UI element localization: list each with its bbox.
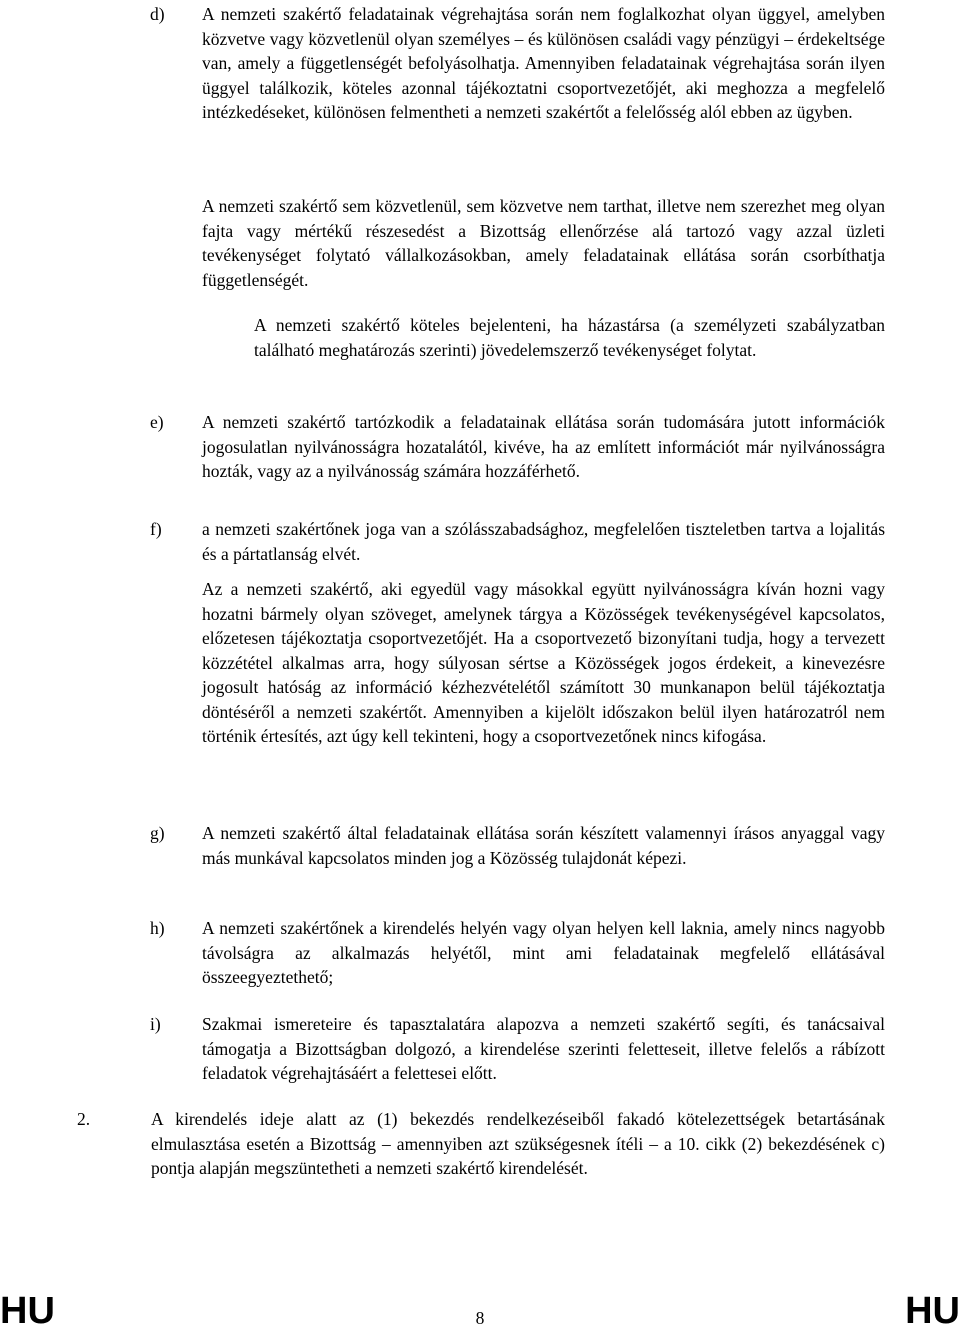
item-marker: i) <box>150 1014 161 1034</box>
item-marker: 2. <box>77 1109 91 1129</box>
item-marker: d) <box>150 4 165 24</box>
paragraph: a nemzeti szakértőnek joga van a szólásszabadsághoz, megfelelően tiszteletben tartva a lojalitás és a pártatlanság elvét. <box>202 519 885 564</box>
paragraph: A kirendelés ideje alatt az (1) bekezdés rendelkezéseiből fakadó kötelezettségek betartásának elmulasztása esetén a Bizottság – amennyiben azt szükségesnek ítéli – a 10. cikk (2) bekezdésének c) pontja alapján megszüntetheti a nemzeti szakértő kirendelését. <box>151 1109 885 1178</box>
item-marker: h) <box>150 918 165 938</box>
item-marker: g) <box>150 823 165 843</box>
page-number: 8 <box>475 1308 485 1328</box>
paragraph: A nemzeti szakértő tartózkodik a feladatainak ellátása során tudomására jutott információk jogosulatlan nyilvánosságra hozatalától, kivéve, ha az említett információt már nyilvánosságra hozták, vagy az a nyilvánosság számára hozzáférhető. <box>202 412 885 481</box>
footer-language-code-right: HU <box>905 1290 960 1332</box>
paragraph: A nemzeti szakértőnek a kirendelés helyén vagy olyan helyen kell laknia, amely nincs nagyobb távolságra az alkalmazás helyétől, mint ami feladatainak megfelelő ellátásával összeegyeztethető; <box>202 918 885 987</box>
item-marker: f) <box>150 519 162 539</box>
paragraph: A nemzeti szakértő feladatainak végrehajtása során nem foglalkozhat olyan üggyel, amelyben közvetve vagy közvetlenül olyan személyes – és különösen családi vagy pénzügyi – érdekeltsége van, amely a függetlenségét befolyásolhatja. Amennyiben feladatainak végrehajtása során ilyen üggyel találkozik, köteles azonnal tájékoztatni csoportvezetőjét, aki meghozza a megfelelő intézkedéseket, különösen felmentheti a nemzeti szakértőt a felelősség alól ebben az ügyben. <box>202 4 885 122</box>
paragraph: A nemzeti szakértő sem közvetlenül, sem közvetve nem tarthat, illetve nem szerezhet meg olyan fajta vagy mértékű részesedést a Bizottság ellenőrzése alá tartozó vagy azzal üzleti tevékenységet folytató vállalkozásokban, amely feladatainak ellátása során csorbíthatja függetlenségét. <box>202 196 885 290</box>
item-marker: e) <box>150 412 164 432</box>
paragraph: Szakmai ismereteire és tapasztalatára alapozva a nemzeti szakértő segíti, és tanácsaival támogatja a Bizottságban dolgozó, a kirendelése szerinti feletteseit, illetve felelős a rábízott feladatok végrehajtásáért a felettesei előtt. <box>202 1014 885 1083</box>
paragraph: Az a nemzeti szakértő, aki egyedül vagy másokkal együtt nyilvánosságra kíván hozni vagy hozatni bármely olyan szöveget, amelynek tárgya a Közösségek tevékenységével kapcsolatos, előzetesen tájékoztatja csoportvezetőjét. Ha a csoportvezető bizonyítani tudja, hogy a tervezett közzététel alkalmas arra, hogy súlyosan sértse a Közösségek jogos érdekeit, a kinevezésre jogosult hatóság az információ kézhezvételétől számított 30 munkanapon belül tájékoztatja döntéséről a nemzeti szakértőt. Amennyiben a kijelölt időszakon belül ilyen határozatról nem történik értesítés, azt úgy kell tekinteni, hogy a csoportvezetőnek nincs kifogása. <box>202 579 885 746</box>
paragraph: A nemzeti szakértő által feladatainak ellátása során készített valamennyi írásos anyaggal vagy más munkával kapcsolatos minden jog a Közösség tulajdonát képezi. <box>202 823 885 868</box>
paragraph: A nemzeti szakértő köteles bejelenteni, ha házastársa (a személyzeti szabályzatban található meghatározás szerinti) jövedelemszerző tevékenységet folytat. <box>254 315 885 360</box>
footer-language-code-left: HU <box>0 1290 55 1332</box>
